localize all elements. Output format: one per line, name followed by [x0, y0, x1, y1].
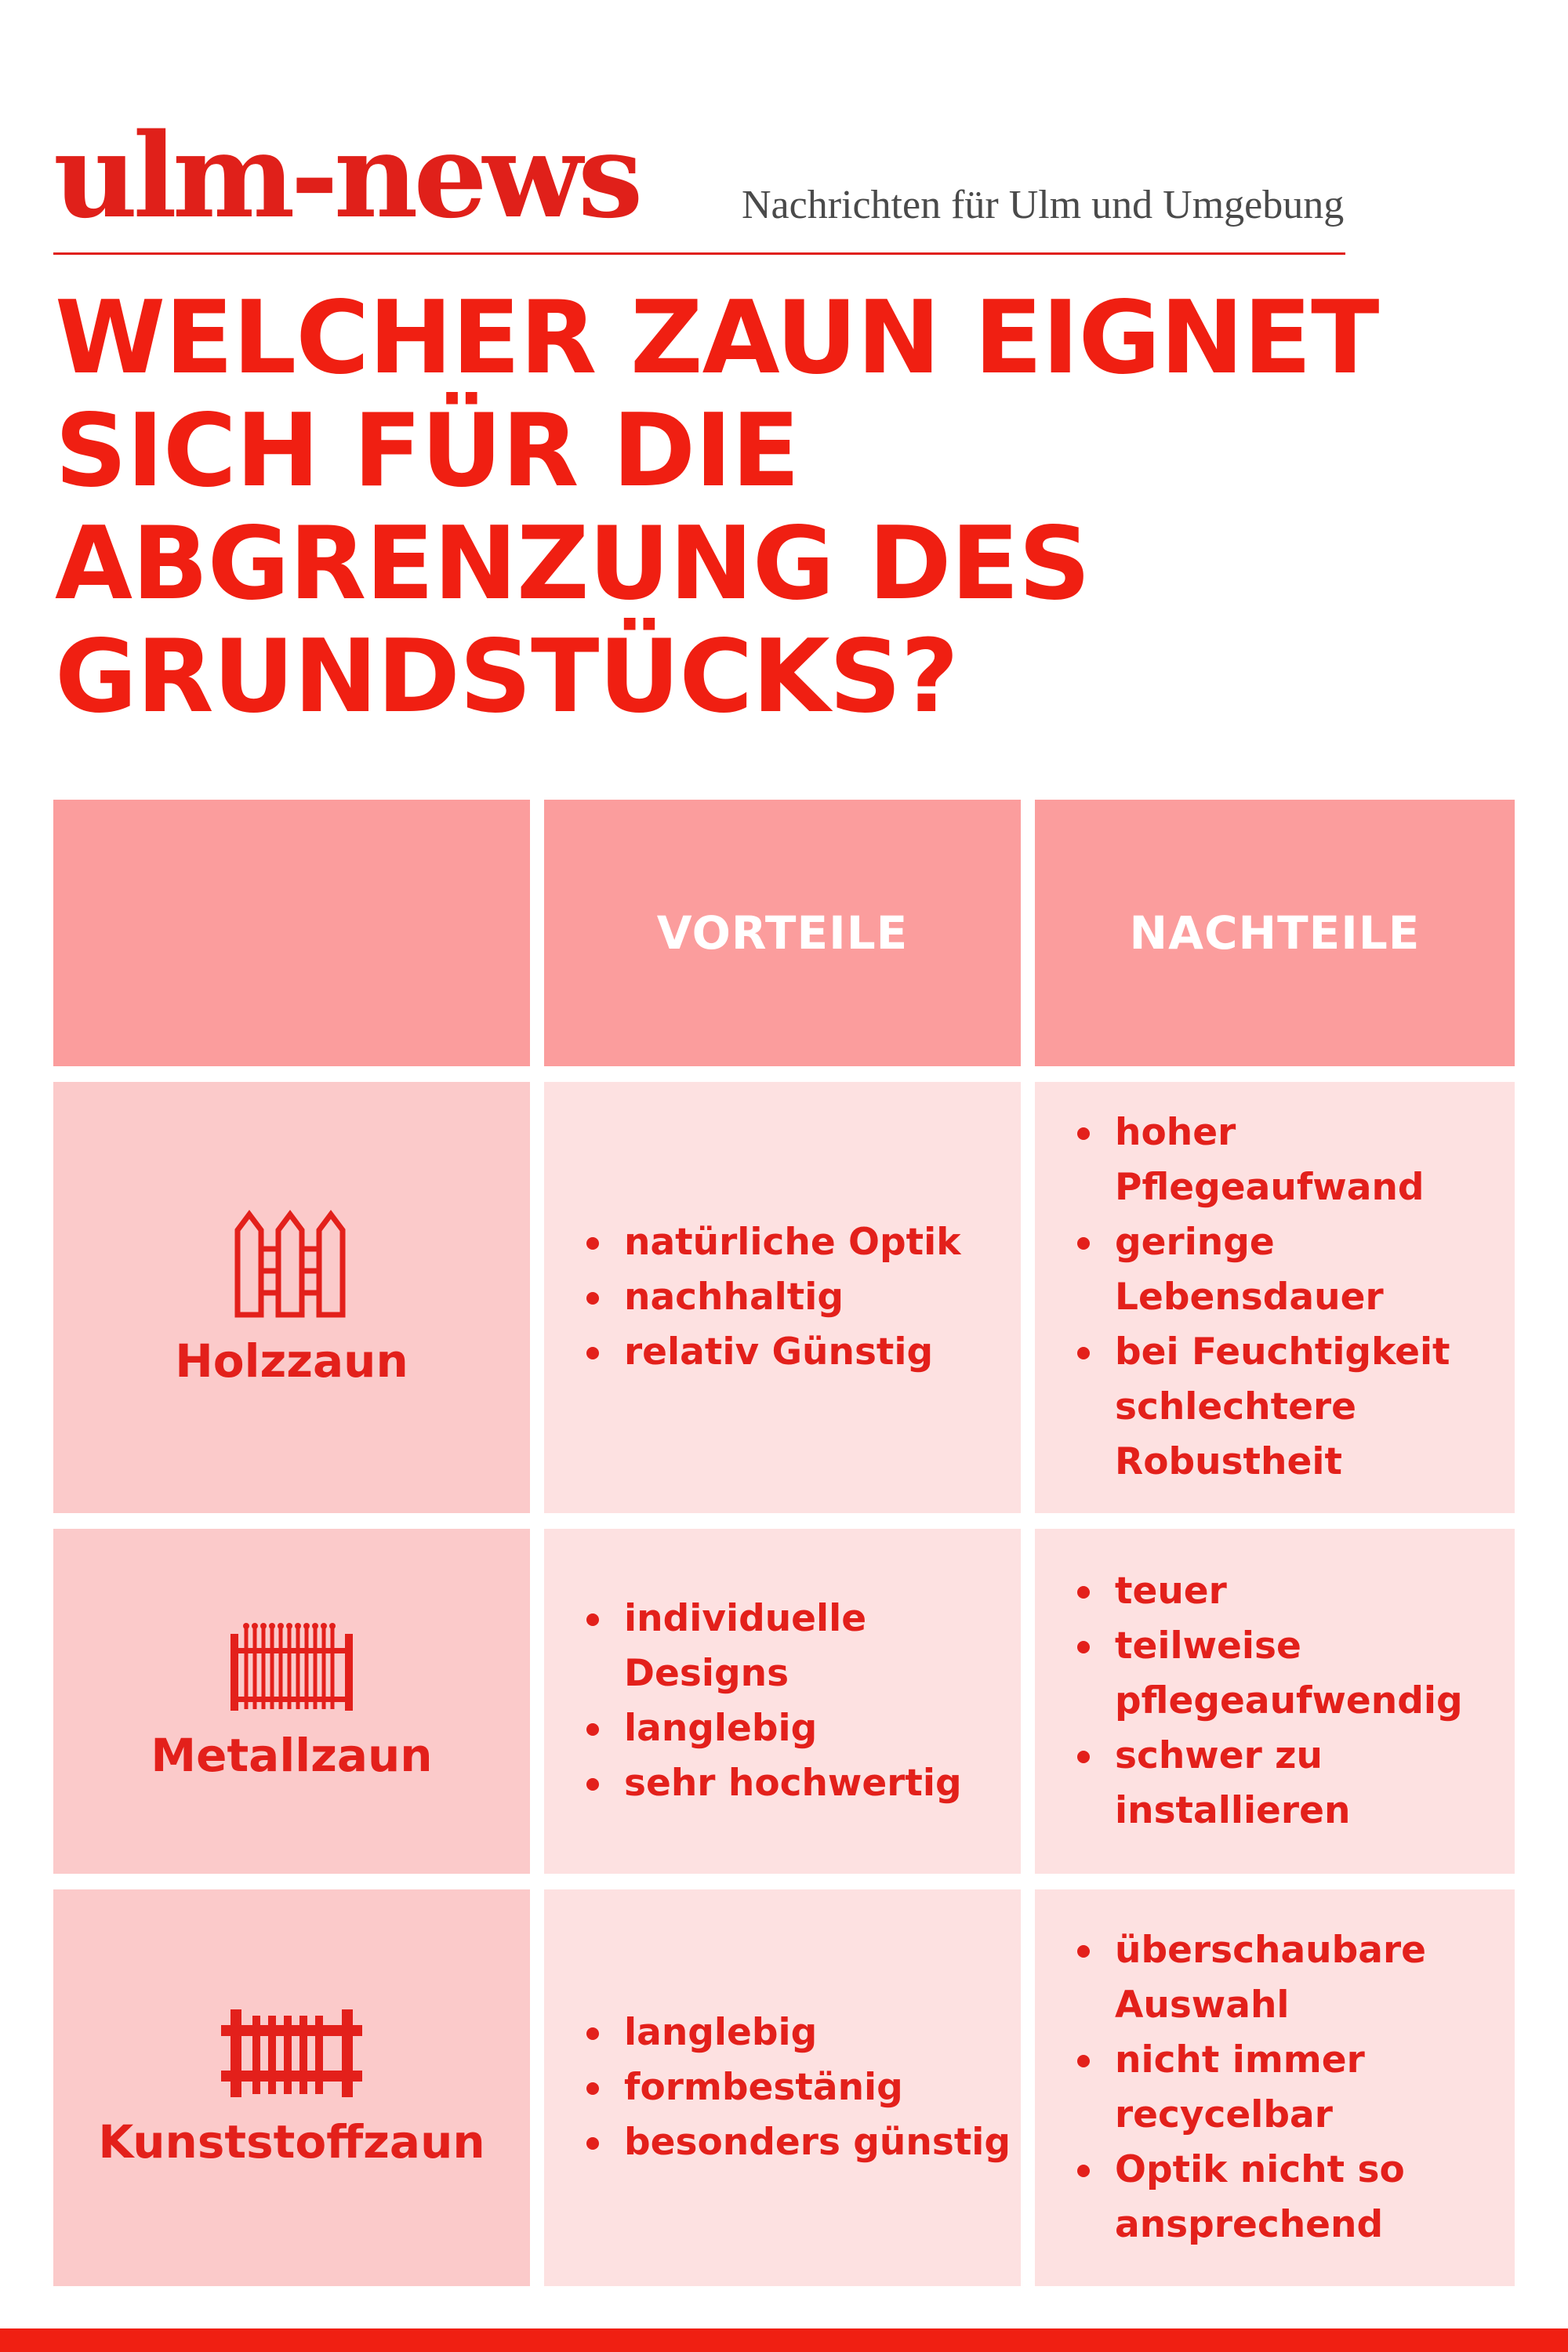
list-item: langlebig — [585, 1701, 1021, 1756]
nachteile-list — [1035, 1923, 1515, 2252]
site-logo: ulm-news — [53, 107, 639, 244]
page-title: WELCHER ZAUN EIGNET SICH FÜR DIE ABGRENZUNG DES GRUNDSTÜCKS? — [55, 280, 1379, 735]
list-item: besonders günstig — [585, 2115, 1011, 2170]
table-header-nachteile — [1035, 800, 1515, 1066]
masthead-divider — [53, 252, 1345, 255]
list-item: sehr hochwertig — [585, 1756, 1021, 1811]
list-item: überschaubare Auswahl — [1076, 1923, 1515, 2033]
row-nachteile-metallzaun — [1035, 1529, 1515, 1874]
nachteile-list — [1035, 1105, 1515, 1490]
row-label-text: Holzzaun — [175, 1334, 408, 1388]
wooden-picket-fence-icon — [233, 1208, 350, 1318]
table-header-vorteile — [544, 800, 1021, 1066]
list-item: natürliche Optik — [585, 1215, 961, 1270]
row-label-metallzaun — [53, 1529, 530, 1874]
row-vorteile-kunststoffzaun — [544, 1889, 1021, 2286]
list-item: geringe Lebensdauer — [1076, 1215, 1515, 1325]
vorteile-list — [544, 1215, 961, 1380]
row-vorteile-holzzaun — [544, 1082, 1021, 1513]
site-tagline: Nachrichten für Ulm und Umgebung — [742, 183, 1345, 227]
row-vorteile-metallzaun — [544, 1529, 1021, 1874]
row-label-kunststoffzaun — [53, 1889, 530, 2286]
column-header-label: VORTEILE — [656, 906, 909, 960]
list-item: formbestänig — [585, 2060, 1011, 2115]
plastic-fence-icon — [221, 2008, 362, 2099]
list-item: nachhaltig — [585, 1270, 961, 1325]
table-header-empty — [53, 800, 530, 1066]
list-item: relativ Günstig — [585, 1325, 961, 1380]
list-item: individuelle Designs — [585, 1592, 1021, 1701]
list-item: teuer — [1076, 1564, 1515, 1619]
footer-bar — [0, 2328, 1568, 2352]
row-nachteile-kunststoffzaun — [1035, 1889, 1515, 2286]
row-label-holzzaun — [53, 1082, 530, 1513]
row-nachteile-holzzaun — [1035, 1082, 1515, 1513]
column-header-label: NACHTEILE — [1129, 906, 1421, 960]
list-item: langlebig — [585, 2005, 1011, 2060]
nachteile-list — [1035, 1564, 1515, 1838]
list-item: bei Feuchtigkeit schlechtere Robustheit — [1076, 1325, 1515, 1490]
metal-fence-icon — [229, 1621, 354, 1712]
row-label-text: Kunststoffzaun — [98, 2115, 485, 2169]
masthead — [53, 107, 1345, 263]
row-label-text: Metallzaun — [151, 1729, 433, 1782]
list-item: schwer zu installieren — [1076, 1729, 1515, 1838]
list-item: nicht immer recycelbar — [1076, 2033, 1515, 2143]
list-item: Optik nicht so ansprechend — [1076, 2143, 1515, 2252]
vorteile-list — [544, 1592, 1021, 1811]
list-item: hoher Pflegeaufwand — [1076, 1105, 1515, 1215]
vorteile-list — [544, 2005, 1011, 2170]
list-item: teilweise pflegeaufwendig — [1076, 1619, 1515, 1729]
